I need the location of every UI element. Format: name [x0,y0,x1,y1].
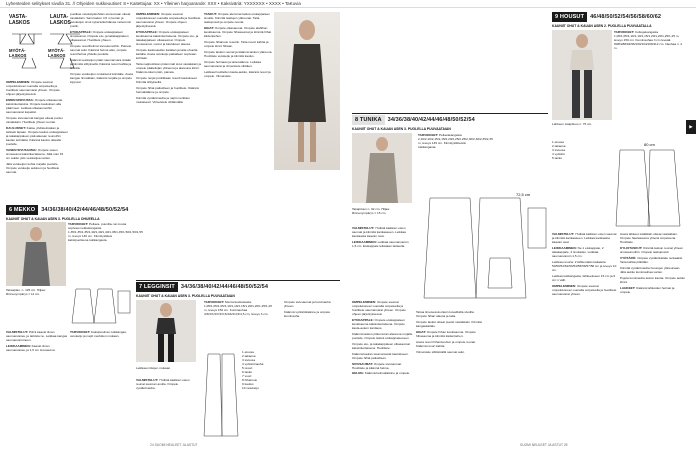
model-7-subtitle: KAUNIIT OHUT & KAUAN ASEN 3. PUOLELLA PUUVAATAIAN [136,294,235,298]
model-9-col2-paragraph: Pujota kuminauha aukon kautta. Ompele aukko kiinni. [620,275,686,284]
cutting-list-item: 1 etuosa [552,140,564,144]
model-9-col1-paragraph: Leikkaa tukikangasta, lähkeekseen 15 cm ja 9 cm:n välit. [552,273,616,282]
left-col4-paragraph: Ompele helmaan ja taita käänne. Leikkaa saumanvarat ja viimeistele silittäen. [204,59,261,68]
top-info-bar: Lyhenteiden selitykset sivulla 31. // Ohjeiden nukkeuutiset: 8 • Kaitettujaa: XX • Ylleinen harjoarande: XXX • Kaksiväriä: YXXXXXX • XXXX • TaKuvia [0,0,696,8]
cutting-list-item: 3 sivuosa [242,358,256,363]
model-9-col2-paragraph: Aseta lahkeet sisäkkäin oikeat vastakkain. Ompele haarasauma yhtenä ompeleena. Huolittele. [620,232,678,245]
model-8-dimension: 72,5 cm [516,192,531,197]
model-8-col3-paragraph: ETUKAPPALE: Ompele etukappaleen keskisauma kaksinkertaisena. Ompele kaula-aukon kanttaus. [352,317,405,331]
model-8-cutting-text: VALMISTELUT: Yhdistä kaikkien osien saumat ja kiinnitä kankaaseen. Leikkaa kankaasta kaavan osat. [352,226,406,239]
cutting-list-item: 5 tasku [552,156,562,161]
left-col1-paragraph: Ompele sivusaumat kangas oikeat puolet vastakkain. Huolittele yhteen reunat. [6,115,63,125]
left-col3-paragraph: Ompele hihat paikoilleen ja huolittele. Käännä helmakäänne ja ompele. [136,85,199,94]
left-col3-paragraph: OMPELEMINEN: Ompele saumat ompelukoneen suoralla ompeleella ja huolittele saumanvarat yhteen. Ompele ohjeen järjestyksessä. [136,12,201,29]
model-7-cutting-list [242,350,282,440]
housut-photo [552,30,612,120]
model-6-info: Taksaplan. n. 125 cm. Hiljaa: Rinnenympärys = 11 cm. [6,288,46,297]
model-8-info: Takapituus n. 92 cm. Hiljaa: Rinnenympärys = 15 cm. [352,207,390,216]
svg-text:LASKOS: LASKOS [9,53,27,58]
left-col3-paragraph: Ompele nurjat puolikkaan resorit kaulukseen. Kiinnitä silityksellä. [136,75,198,84]
cutting-list-item: 2 takaosa [242,354,256,359]
left-col1 [6,80,68,202]
left-col4-paragraph: HIHAT: Ompele olkasaumat. Ompele alahihan keskisauma. Ompele hihasaumat ja kiinnitä hihat kädentiehen. [204,25,272,39]
model-8-col3-paragraph: Käännä kaulan saumanvarat kaulukseen. Ompele hihat paikoilleen. [352,351,409,360]
model-9-info: Lahkeen sisäpituus n. 75 cm. [552,122,593,126]
model-6-pattern [70,285,134,327]
cutting-list-item: 2 takaosa [552,144,566,149]
mekko-photo [274,12,340,170]
model-9-col2 [620,232,686,442]
mekko-model-photo [6,222,66,286]
left-col4-paragraph: TASKUT: Ompele alemmat taskut etukappaleen sivuille. Kiinnitä taskujen yläreunat. Taita taskupussit ja ompele reunat. [204,12,270,25]
model-8-col4 [416,310,482,440]
cutting-list-item: 1 etuosa [242,350,254,354]
model-8-col4-paragraph: Viimeistele silittämällä saumat auki. [416,349,465,354]
cutting-list-item: 3 sivuosa [552,148,566,153]
cutting-list-item: 10 vetoketju [242,386,259,391]
model-6-assembly [70,330,134,440]
model-6-subtitle: KAUNIIT OHUT & KAUAN ASEN 3. PUOLELLA OHUEELLA [6,217,100,221]
cutting-list-item: 5 resori [242,366,253,371]
left-col1-paragraph: Jätä vetoketjun kohta nurjalle puolelle. Ompele vetoketju aukkoon ja huolittele saumat. [6,161,60,174]
model-9-sizes: 46/48/50/52/54/56/58/60/62 [590,14,662,20]
model-6-sizes: 34/36/38/40/42/44/46/48/50/52/54 [41,207,129,213]
model-9-cutting-list [552,140,612,180]
model-8-sizes: 34/36/38/40/42/44/46/48/50/52/54 [387,117,475,123]
left-col1-paragraph: KAULUKSET: Kaitse yhdistelmäkan ja tarkasti lapaan. Ompele kaulus etukappaleen ja takakappaleen pää alaosan reunoihin kaulan kohdalta. Käännä kaulus oikealle puolelle. [6,125,68,147]
model-8-col3-paragraph: Ompele etu- ja takakappaleen olkasaumat kaksinkertaisena. Huolittele. [352,341,410,350]
model-9-materials [614,30,684,120]
cutting-list-item: 4 vyötärönauha [242,362,264,367]
svg-text:LASKOS: LASKOS [48,53,66,58]
model-8-separator [352,113,548,114]
page-number-right: SUOMI NEULEET JA ASTUT 25 [520,443,568,447]
model-8-col4-paragraph: Aseta resori hihansuuhun ja ompele reunat. Käännä resori kahtia. [416,339,476,348]
left-col3b [136,230,202,280]
left-col4-paragraph: Ompele hihansuu resoriin. Taita resori kahtia ja ompele kiinni hihaan. [204,39,269,48]
model-9-materials-text: TARVIKKEET: Collegekangasta 1,05/1,05/1,10/1,10/1,15/1,20/1,20/1,25/1,25 m, leveys 150 cm. Kuminauhaa 3 cm leveää 80/84/88/92/96/100/104/108/112 cm. Nauhaa n. 2 m. [614,30,683,51]
model-8-col4-paragraph: HIHAT: Ompele hihan keskisauma. Ompele hihasauma ja kiinnitä kädentiehen. [416,329,476,338]
model-7-pattern [200,350,240,440]
left-col2-paragraph: ETUKAPPALE: Ompele etukappaleen sivusaumat. Ompele etu- ja takakappaleen olkasaumat. Huolittele yhteen. [70,29,129,43]
left-col1-paragraph: OMPELEMINEN: Ompele saumat ompelukoneen suoralla ompeleella ja huolittele saumanvarat yhteen. Ompele ohjeen järjestyksessä. [6,80,60,97]
model-8-col5 [484,310,550,440]
right-col3 [484,12,550,170]
model-9-col1-paragraph: VALMISTELUT: Yhdistä kaikkien osien saumat ja kiinnitä kankaaseen. Leikkaa kankaasta kaavan osat. [552,232,617,245]
left-col2-paragraph: Käännä vetoketjun pään saumanvara sisään ja kiinnitä silityksellä. Käännä resori kahtia ja kiinnitä. [70,57,132,70]
left-col2-paragraph: Ompele resorihelmat sivusaumoihin. Painele saumat auki. Käännä helma alas, ompele resorihelma yhdelle puolelle. [70,43,132,57]
model-7-separator [136,280,340,281]
model-6-materials [68,222,143,282]
model-6-cutting-text: VALMISTELUT: Piirrä kaavat ilman saumanvaraa, ja tarkista ne. Leikkaa kangas saumanvaroineen. [6,330,68,343]
model-7-more-text: Ompele sivusaumat ja kuminauha yhteen. [284,300,331,309]
model-9-pattern [614,140,686,230]
model-7-sizes: 34/36/38/40/42/44/46/48/50/52/54 [180,284,269,290]
model-8-cutting2-text: LEIKKAAMINEN: Leikkaa saumanvaroin 1,5 cm. Etukappale leikataan taitteelta. [352,239,409,248]
tunika-photo [352,133,412,203]
model-8-col4-paragraph: Taitoa ilmeisessä oikein kuvailluilla sivuilla. Ompele hihan alaosa ja taita. [416,310,475,319]
left-col3-paragraph: ETUKAPPALE: Ompele etukappaleen keskisauma kaksinkertaisena. Ompele etu- ja takakappaleen olkasaumat. Ompele sivusaumat, vuoret ja kauluksen alaosa. [136,29,199,47]
left-col2-paragraph: Ompele vetoketjun mukaisesti kohdalle. Aseta kangas rinnakkain, käännä nurjalle ja ompele loppuun. [70,71,134,84]
left-col3 [136,12,202,227]
left-col2-paragraph: puolikas vetoketjukohdan etureunaan oikeat vastakkain. Sammakon 4,5 m kerran ja vetoketjun sivut sykertelkohdassa molemmin puolin. [70,12,132,29]
svg-text:LAUTA-: LAUTA- [50,14,69,20]
model-6-assembly-text: TARVIKKEET: Kaksipuolinen tukikangas, vetoketju ja napit merkkien mukaan. [70,330,127,339]
left-col3-paragraph: Ompele kaulusaukko kaitalan ja taita ohuelta kaitalla. Aseta vetoketju paikalleen sopivaan kohtaan. [136,47,198,61]
cutting-list-item: 6 tasku [242,370,252,375]
svg-text:LASKOS: LASKOS [50,20,71,26]
model-6-number: 6 MEKKO [6,205,38,215]
model-9-header [552,12,692,22]
model-6-cutting [6,330,68,440]
model-6-leikkaus-text: LEIKKAAMINEN: Kaavat ilman saumanvaraa, ja 1,5 cm sivusauma. [6,343,56,352]
model-8-col3-paragraph: HELMA: Käännä helmakäänne ja ompele. [352,371,411,376]
side-tab: ▶ [686,120,696,134]
svg-text:LASKOS: LASKOS [9,20,30,26]
model-8-col3-paragraph: Käännä taskun pitkemmän alareuna nurjalle puolelle. Ompele taskut etukappaleeseen. [352,331,413,340]
model-8-cutting [352,226,412,296]
model-8-col3-paragraph: OMPELEMINEN: Ompele saumat ompelukoneen suoralla ompeleella ja huolittele saumanvarat yhteen. Ompele ohjeen järjestyksessä. [352,300,406,317]
model-8-col3 [352,300,414,440]
model-9-col2-paragraph: KYLKITASKUT: Kiinnitä taskun reunat yhteen sivusaumoihin. Ompele taskupussit. [620,245,684,254]
model-9-col2-paragraph: VYÖTÄRÖ: Ompele vyötärökaitale renkaaksi. Taita kahtia pitkittäin. [620,255,683,264]
model-7-cutting [136,378,196,438]
model-6-header [6,205,196,215]
model-9-number: 9 HOUSUT [552,12,587,22]
model-7-notes [284,300,340,440]
left-col4-paragraph: Leikkaa huolitellen kaula-aukko, käännä resori ja ompele. Viimeistele. [204,69,271,78]
model-9-col1-paragraph: Leikkaa resoria: 2 tähkemään kaitaleita 50/50/51/52/53/54/55/56/57/58 cm ja leveys 10 cm. [552,259,617,272]
model-7-info: Leikkaa mittojen mukaan. [136,366,172,370]
cutting-list-item: 4 vyötärö [552,152,565,157]
model-7-note-text: Käännä vyötärökäänne ja ompele kuminauha. [284,309,331,318]
model-9-col1-paragraph: LEIKKAAMINEN: Ne 1 etukappale, 2 takakappale, 3 sivutasku. Leikkaa saumanvaroin 1,5 cm. [552,245,604,259]
model-9-col2-paragraph: LAHKEET: Käännä lahkeiden helmat ja ompele. [620,285,675,294]
model-7-header [136,282,340,292]
model-7-materials-text: TARVIKKEET: Mentonkudoskasta: 1,05/1,05/1,05/1,10/1,10/1,15/1,20/1,20/1,25/1,25 m, leveys 150 cm. Kuminauhaa 3/3/3/3,5/3,5/3,5/4/4/4/4,5/4,5 cm, leveys 3 cm. [204,300,272,317]
svg-text:VASTA-: VASTA- [9,14,27,20]
page-number-left: 24 SUOMI NEULEET JA ASTUT [150,443,198,447]
left-col3-paragraph: Kiinnitä vyötärönauha ja napit merkkien mukaisesti. Viimeistele silittämällä. [136,95,191,104]
svg-text:MYÖTÄ-: MYÖTÄ- [48,48,65,53]
model-8-materials [418,133,493,183]
left-col1-paragraph: VASEN SIVUSAUMA: Ompele vasen sivusauma kaksinkertaisena. Jätä noin 15 cm aukko ylös vetoketjua varten. [6,147,64,160]
left-col4b [204,165,274,285]
left-col1-paragraph: ENSIN EISIVUSSA: Ompele olkasaumat kaksinkertaisina. Ompele kauluksen alla päärmeet. Leikkaa olkasaumoihin saumanvarat kapeiksi. [6,97,63,115]
cutting-list-item: 8 hihansuu [242,378,258,383]
left-col3-paragraph: Taita napituslistan pidemmät sivut vastakkain ja ompele päätelinjan yläreuna ja alareuna kiinni. Käännä oikein päin, painele. [136,61,201,74]
model-8-pattern [420,188,550,308]
model-8-subtitle: KAUNIIT OHUT & KAUAN ASEN 3. PUOLELLA PUUVAATAIAN [352,127,451,131]
left-col4-paragraph: Ompele taskun reunat ja käännä taskun yläreuna. Huolittele vetoketju ja kiinnitä kaulus. [204,49,273,58]
left-col4 [204,12,274,162]
model-7-materials [204,300,274,348]
svg-text:MYÖTÄ-: MYÖTÄ- [9,48,26,53]
cutting-list-item: 7 vuori [242,374,252,379]
model-9-col2-paragraph: Kiinnitä vyötärönauha housujen yläreunaan. Jätä aukko kuminauhaa varten. [620,265,681,274]
model-9-col1 [552,232,618,442]
model-8-header [352,115,548,125]
model-9-col1-paragraph: OMPELEMINEN: Ompele saumat ompelukoneen suoralla ompeleella ja huolittele saumanvarat yhteen. [552,283,617,296]
model-8-col3-paragraph: SIVUSAUMAT: Ompele sivusaumat. Huolittele ja käännä helma. [352,361,402,370]
model-9-dimension: 80 cm [644,142,655,147]
model-9-subtitle: KAUNIIT OHUT & KAUAN ASEN 2. PUOLELLA PUUVAATALLA [552,24,652,28]
model-8-materials-text: TARVIKKEET: Pellavakangasta 2,10/2,10/2,15/2,15/2,20/2,25/2,25/2,30/2,30/2,35/2,35 m, leveys 145 cm. Kiinnitysliitteistä tukikangasta. [418,133,493,150]
model-7-number: 7 LEGGINSIT [136,282,178,292]
model-7-cutting-text: VALMISTELUT: Yhdistä kaikkien osien reunat sauman avulla. Ompele vyötärönauha. [136,378,190,391]
model-6-materials-text: TARVIKKEET: Pellava- puuvilla- tai muuta sopivaa mekkokangasta 1,35/1,35/1,35/1,40/1,40/1,40/1,45/1,45/1,50/1,50/1,55 m, leveys 140 cm. Kiinnityslitteä kaksipuolisena tukikangasta. [68,222,143,243]
model-8-number: 8 TUNIKA [352,115,385,125]
model-8-col4-paragraph: Ompele taskut oikeat puolet vastakkain. Kiinnitä kangaskaitale. [416,319,482,328]
cutting-list-item: 9 kaulus [242,382,254,387]
leggins-photo [136,300,196,362]
